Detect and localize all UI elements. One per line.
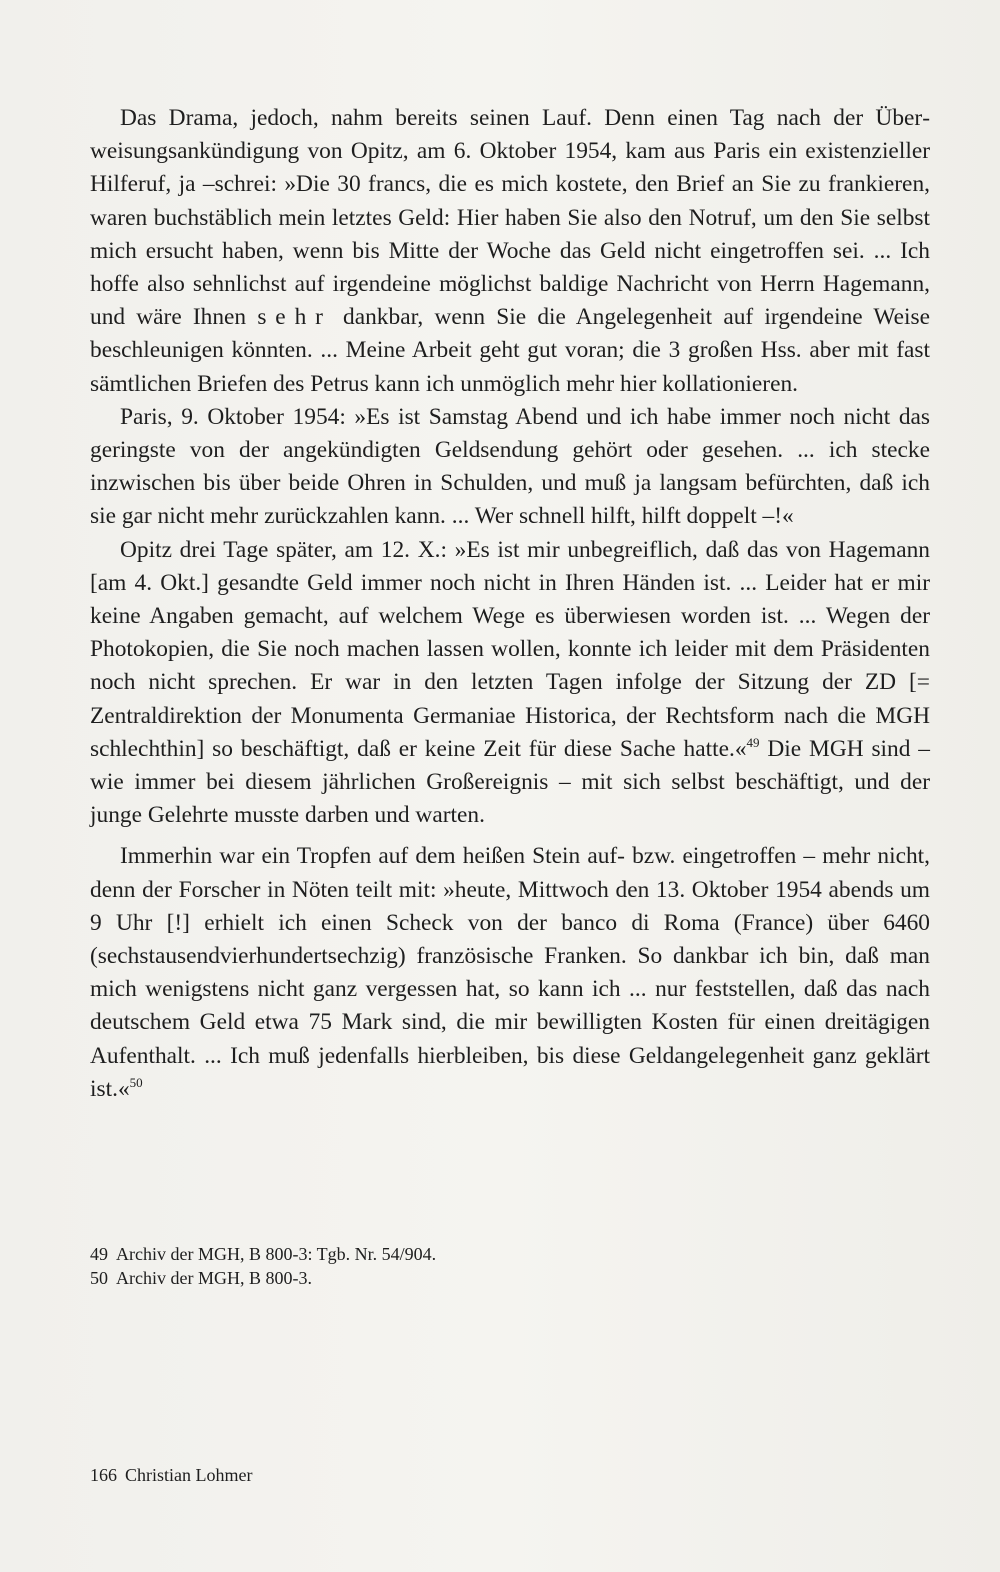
- paragraph-1: [90, 102, 930, 401]
- footnote-number: 50: [90, 1268, 108, 1288]
- footnote-50: [90, 1266, 930, 1290]
- page-number: 166: [90, 1465, 117, 1485]
- footnotes: [90, 1242, 930, 1290]
- paragraph-1-text: Das Drama, jedoch, nahm bereits seinen Lauf. Denn einen Tag nach der Überweisungsankündigung von Opitz, am 6. Oktober 1954, kam aus Paris ein existenzieller Hilferuf, ja –schrei: »Die 30 francs, die es mich kostete, den Brief an Sie zu frankieren, waren buchstäblich mein letztes Geld: Hier haben Sie also den Notruf, um den Sie selbst mich ersucht haben, wenn bis Mitte der Woche das Geld nicht eingetroffen sei. ... Ich hoffe also sehnlichst auf irgendeine möglichst baldige Nachricht von Herrn Hagemann, und wäre Ihnen: [90, 105, 930, 331]
- page-footer: [90, 1463, 252, 1487]
- footnote-ref-49: 49: [746, 734, 760, 750]
- footnote-text: Archiv der MGH, B 800-3.: [116, 1268, 312, 1288]
- footnote-number: 49: [90, 1244, 108, 1264]
- paragraph-3-text: Opitz drei Tage später, am 12. X.: »Es ist mir unbegreiflich, daß das von Hagemann [am 4. Okt.] gesandte Geld immer noch nicht in Ihren Händen ist. ... Leider hat er mir keine Angaben gemacht, auf welchem Wege es überwiesen worden ist. ... Wegen der Photokopien, die Sie noch machen lassen wollen, konnte ich leider mit dem Präsidenten noch nicht sprechen. Er war in den letzten Tagen infolge der Sitzung der ZD [= Zentraldirektion der Monumenta Germaniae Historica, der Rechtsform nach die MGH schlechthin] so beschäftigt, daß er keine Zeit für diese Sache hatte.«: [90, 536, 930, 762]
- paragraph-4-text: Immerhin war ein Tropfen auf dem heißen Stein auf- bzw. eingetroffen – mehr nicht, denn der Forscher in Nöten teilt mit: »heute, Mittwoch den 13. Oktober 1954 abends um 9 Uhr [!] erhielt ich einen Scheck von der banco di Roma (France) über 6460 (sechstausendvierhundertsechzig) französische Franken. So dankbar ich bin, daß man mich wenigstens nicht ganz vergessen hat, so kann ich ... nur feststellen, daß das nach deutschem Geld etwa 75 Mark sind, die mir bewilligten Kosten für einen dreitägigen Aufenthalt. ... Ich muß jedenfalls hierbleiben, bis diese Geldangelegenheit ganz geklärt ist.«: [90, 843, 930, 1102]
- footnote-ref-50: 50: [129, 1074, 143, 1090]
- paragraph-2-text: Paris, 9. Oktober 1954: »Es ist Samstag Abend und ich habe immer noch nicht das geringste von der angekündigten Geldsendung gehört oder gesehen. ... ich stecke inzwischen bis über beide Ohren in Schulden, und muß ja langsam befürchten, daß ich sie gar nicht mehr zurückzahlen kann. ... Wer schnell hilft, hilft doppelt –!«: [90, 403, 930, 530]
- footnote-49: [90, 1242, 930, 1266]
- emphasized-word: sehr: [257, 304, 332, 331]
- paragraph-4: [90, 840, 930, 1106]
- paragraph-3-text-end: Die MGH sind – wie immer bei diesem jährlichen Großereignis – mit sich selbst beschäftigt, und der junge Gelehrte musste darben und warten.: [90, 735, 930, 829]
- main-text: [90, 102, 930, 1106]
- paragraph-2: [90, 401, 930, 534]
- footnote-text: Archiv der MGH, B 800-3: Tgb. Nr. 54/904.: [116, 1244, 437, 1264]
- paragraph-3: [90, 534, 930, 833]
- paragraph-1-text-end: dankbar, wenn Sie die Angelegenheit auf irgendeine Weise beschleunigen könnten. ... Meine Arbeit geht gut voran; die 3 großen Hss. aber mit fast sämtlichen Briefen des Petrus kann ich unmöglich mehr hier kollationieren.: [90, 304, 930, 397]
- running-author: Christian Lohmer: [125, 1465, 253, 1485]
